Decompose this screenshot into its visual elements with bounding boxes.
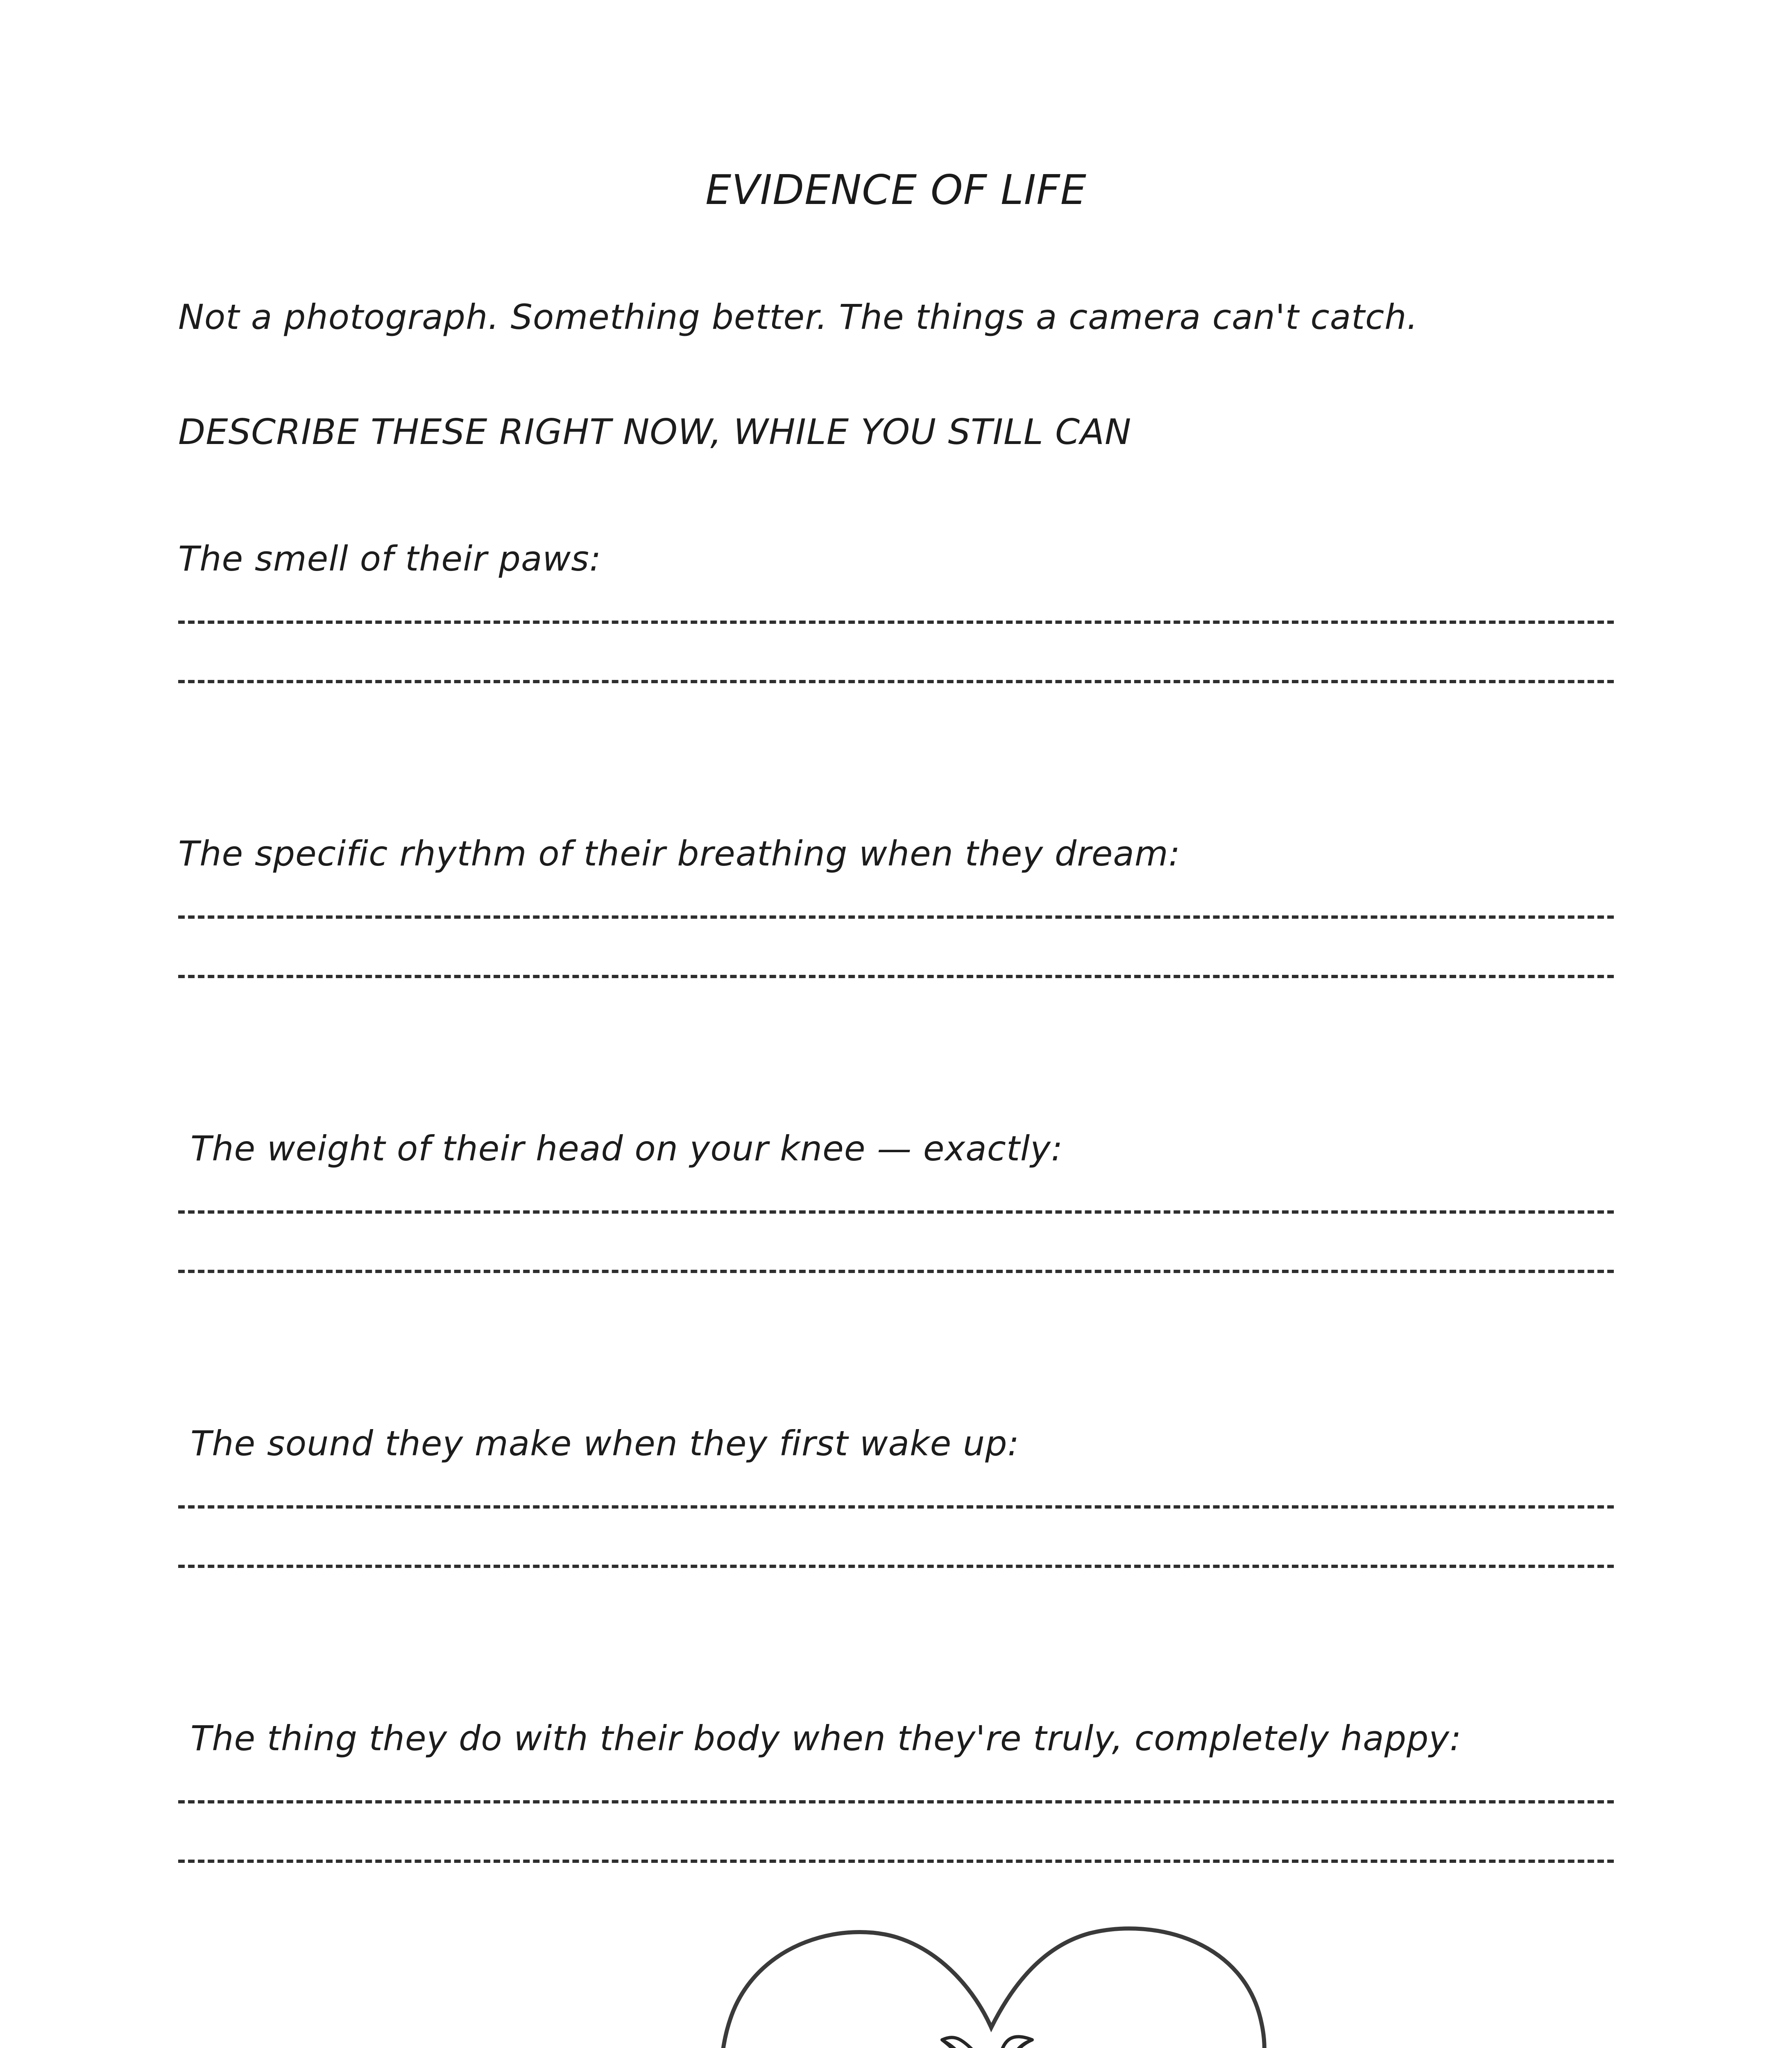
prompt-section-breathing (178, 834, 1614, 1038)
answer-line[interactable] (178, 1800, 1614, 1803)
prompt-section-paws (178, 539, 1614, 743)
prompt-section-head-weight (178, 1128, 1614, 1333)
prompt-label: The thing they do with their body when they're truly, completely happy: (190, 1718, 1462, 1758)
prompt-section-wake-sound (178, 1423, 1614, 1628)
prompt-section-happy-body (178, 1718, 1614, 1923)
prompt-label: The weight of their head on your knee — exactly: (190, 1128, 1063, 1169)
prompt-label: The specific rhythm of their breathing when they dream: (178, 834, 1181, 874)
prompt-label: The smell of their paws: (178, 539, 602, 579)
answer-line[interactable] (178, 1860, 1614, 1863)
prompt-label: The sound they make when they first wake up: (190, 1423, 1019, 1464)
instruction-heading: DESCRIBE THESE RIGHT NOW, WHILE YOU STILL CAN (178, 412, 1132, 453)
page-title: EVIDENCE OF LIFE (705, 166, 1087, 214)
heart-outline-icon (721, 1928, 1264, 2048)
answer-line[interactable] (178, 1505, 1614, 1509)
answer-line[interactable] (178, 621, 1614, 624)
answer-line[interactable] (178, 975, 1614, 978)
answer-line[interactable] (178, 1270, 1614, 1273)
answer-line[interactable] (178, 915, 1614, 919)
answer-line[interactable] (178, 1210, 1614, 1214)
answer-line[interactable] (178, 680, 1614, 683)
intro-text: Not a photograph. Something better. The things a camera can't catch. (178, 297, 1418, 337)
heart-dog-illustration (713, 1917, 1278, 2048)
dog-sketch-icon (942, 2037, 1067, 2048)
answer-line[interactable] (178, 1565, 1614, 1568)
